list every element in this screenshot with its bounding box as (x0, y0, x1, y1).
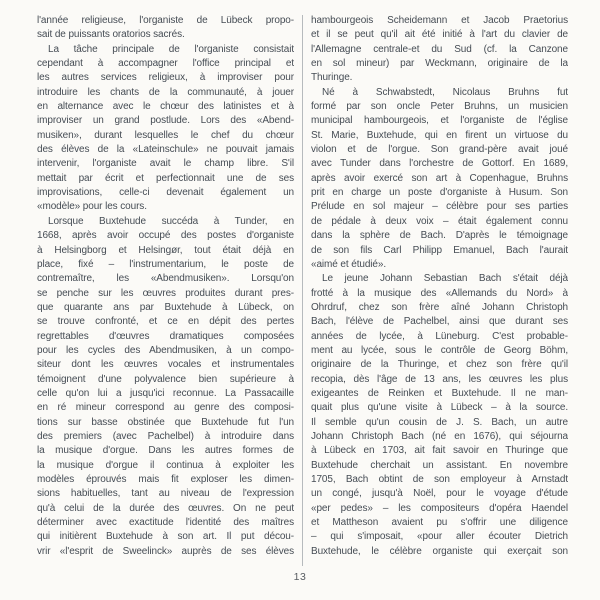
column-divider (302, 15, 303, 566)
text-line: sions habituelles, tant au niveau de l'expression (37, 488, 294, 500)
text-line: de son fils Carl Philipp Emanuel, Bach l'aurait (311, 244, 568, 256)
text-line: place, fixé – l'instrumentarium, le poste de (37, 258, 294, 270)
text-line: tions sur basse obstinée que Buxtehude fut l'un (37, 416, 294, 428)
text-line: Buxtehude, le célèbre organiste qui exerçait son (311, 545, 568, 557)
text-line: Ohrdruf, chez son frère aîné Johann Christoph (311, 301, 568, 313)
text-line: qu'à celui de la durée des œuvres. On ne peut (37, 502, 294, 514)
text-line: 1668, après avoir occupé des postes d'organiste (37, 230, 294, 242)
text-line: Prélude en sol majeur – célèbre pour ses parties (311, 201, 568, 213)
text-line: Né à Schwabstedt, Nicolaus Bruhns fut (322, 86, 568, 98)
text-line: vrir «l'esprit de Sweelinck» auprès de ses élèves (37, 545, 294, 557)
text-line: formé par son oncle Peter Bruhns, un musicien (311, 101, 568, 113)
text-line: musiken», durant lesquelles le chef du chœur (37, 129, 294, 141)
text-line: celle qu'on lui a jusqu'ici reconnue. La Passacaille (37, 387, 294, 399)
text-line: Bach, l'élève de Pachelbel, ainsi que durant ses (311, 316, 568, 328)
text-line: «aimé et étudié». (311, 258, 387, 270)
text-line: violon et de l'orgue. Son grand-père avait joué (311, 144, 568, 156)
text-line: improvisations, celle-ci devenait également un (37, 187, 294, 199)
text-line: avec Tunder dans l'orchestre de Gottorf. En 1689, (311, 158, 568, 170)
text-line: regrettables d'œuvres dramatiques composées (37, 330, 294, 342)
text-line: se trouve confronté, et ce en dépit des pertes (37, 316, 294, 328)
text-line: 1705, Bach obtint de son employeur à Arnstadt (311, 474, 568, 485)
text-line: «per pedes» – les compositeurs d'opéra Haendel (311, 502, 568, 514)
text-line: en ré mineur correspond au genre des composi- (37, 402, 294, 414)
text-line: et il se peut qu'il ait été initié à l'art du clavier de (311, 29, 568, 41)
text-line: que quarante ans par Buxtehude à Lübeck, on (37, 301, 294, 313)
text-line: années de lycée, à Lüneburg. C'est probable- (311, 330, 568, 342)
text-line: – qui s'imposait, «pour aller écouter Dietrich (311, 531, 568, 543)
text-line: un congé, jusqu'à Noël, pour le voyage d'étude (311, 488, 568, 500)
text-line: mettait par écrit et perfectionnait une de ses (37, 172, 294, 184)
text-line: exigeantes de Reinken et Buxtehude. Il ne man- (311, 387, 568, 399)
text-line: Le jeune Johann Sebastian Bach s'était déjà (322, 273, 568, 285)
text-line: la musique d'orgue. Dans les autres formes de (37, 445, 294, 457)
text-line: en sol mineur) par Weckmann, originaire de la (311, 58, 568, 70)
text-line: improviser un grand postlude. Lors des «Abend- (37, 115, 294, 127)
text-column-right (311, 14, 568, 559)
text-line: Thuringe. (311, 72, 353, 84)
text-line: des premiers (avec Pachelbel) à introduire dans (37, 430, 294, 442)
text-line: l'Allemagne centrale-et du Sud (cf. la Canzone (311, 43, 568, 55)
page-number: 13 (293, 571, 307, 583)
text-line: sait de puissants oratorios sacrés. (37, 29, 185, 41)
text-line: Johann Christoph Bach (né en 1676), qui séjourna (311, 430, 568, 442)
text-line: intervenir, l'organiste avait le champ libre. S'il (37, 158, 294, 170)
text-line: siteur dont les œuvres vocales et instrumentales (37, 359, 294, 371)
text-line: hambourgeois Scheidemann et Jacob Praetorius (311, 15, 568, 26)
text-line: dans la sphère de Bach. D'après le témoignage (311, 230, 568, 242)
text-line: et Mattheson avaient pu s'offrir une diligence (311, 517, 568, 529)
text-column-left (37, 14, 294, 559)
text-line: cependant à accompagner l'office principal et (37, 58, 294, 70)
text-line: se penche sur les œuvres produites durant pres- (37, 287, 294, 299)
text-line: recopia, dès l'âge de 13 ans, les œuvres les plus (311, 373, 568, 385)
text-line: de pédale à deux voix – était également connu (311, 215, 568, 227)
text-line: les autres services religieux, à improviser pour (37, 72, 294, 84)
text-line: contremaître, les «Abendmusiken». Lorsqu'on (37, 273, 294, 285)
text-line: pour les cycles des Abendmusiken, à un compo- (37, 344, 294, 356)
text-line: en alternance avec le chœur des latinistes et à (37, 101, 294, 113)
text-line: témoignent d'une polyvalence bien supérieure à (37, 373, 294, 385)
text-line: la musique d'orgue il continua à exploiter les (37, 459, 294, 471)
text-line: à Lübeck en 1703, ait fait savoir en Thuringe que (311, 445, 568, 457)
text-line: Il semble qu'un cousin de J. S. Bach, un autre (311, 416, 568, 428)
text-line: La tâche principale de l'organiste consistait (48, 43, 294, 55)
text-line: «modèle» pour les cours. (37, 201, 147, 213)
text-line: l'année religieuse, l'organiste de Lübeck propo- (37, 15, 294, 26)
text-line: ment au lycée, sous le contrôle de Georg Böhm, (311, 344, 568, 356)
text-line: des élèves de la «Lateinschule» ne pouvait jamais (37, 144, 294, 156)
text-line: modèles éprouvés mais fit exploser les dimen- (37, 474, 294, 485)
text-line: municipal hambourgeois, et l'organiste de l'église (311, 115, 568, 127)
text-line: déterminer avec exactitude l'identité des maîtres (37, 517, 294, 529)
text-line: à Helsingborg et Helsingør, tout était déjà en (37, 244, 294, 256)
text-line: après avoir exercé son art à Copenhague, Bruhns (311, 172, 568, 184)
text-line: qui initièrent Buxtehude à son art. Il put décou- (37, 531, 294, 543)
text-line: originaire de la Thuringe, et chez son frère qu'il (311, 359, 568, 371)
text-line: frotté à la musique des «Allemands du Nord» à (311, 287, 568, 299)
text-line: Lorsque Buxtehude succéda à Tunder, en (48, 215, 294, 227)
text-line: St. Marie, Buxtehude, qui en firent un virtuose du (311, 129, 568, 141)
text-line: quait plus qu'une visite à Lübeck – à la source. (311, 402, 568, 414)
text-line: introduire les chants de la communauté, à jouer (37, 86, 294, 98)
text-line: Buxtehude cherchait un assistant. En novembre (311, 459, 568, 471)
text-line: prit en charge un poste d'organiste à Husum. Son (311, 187, 568, 199)
